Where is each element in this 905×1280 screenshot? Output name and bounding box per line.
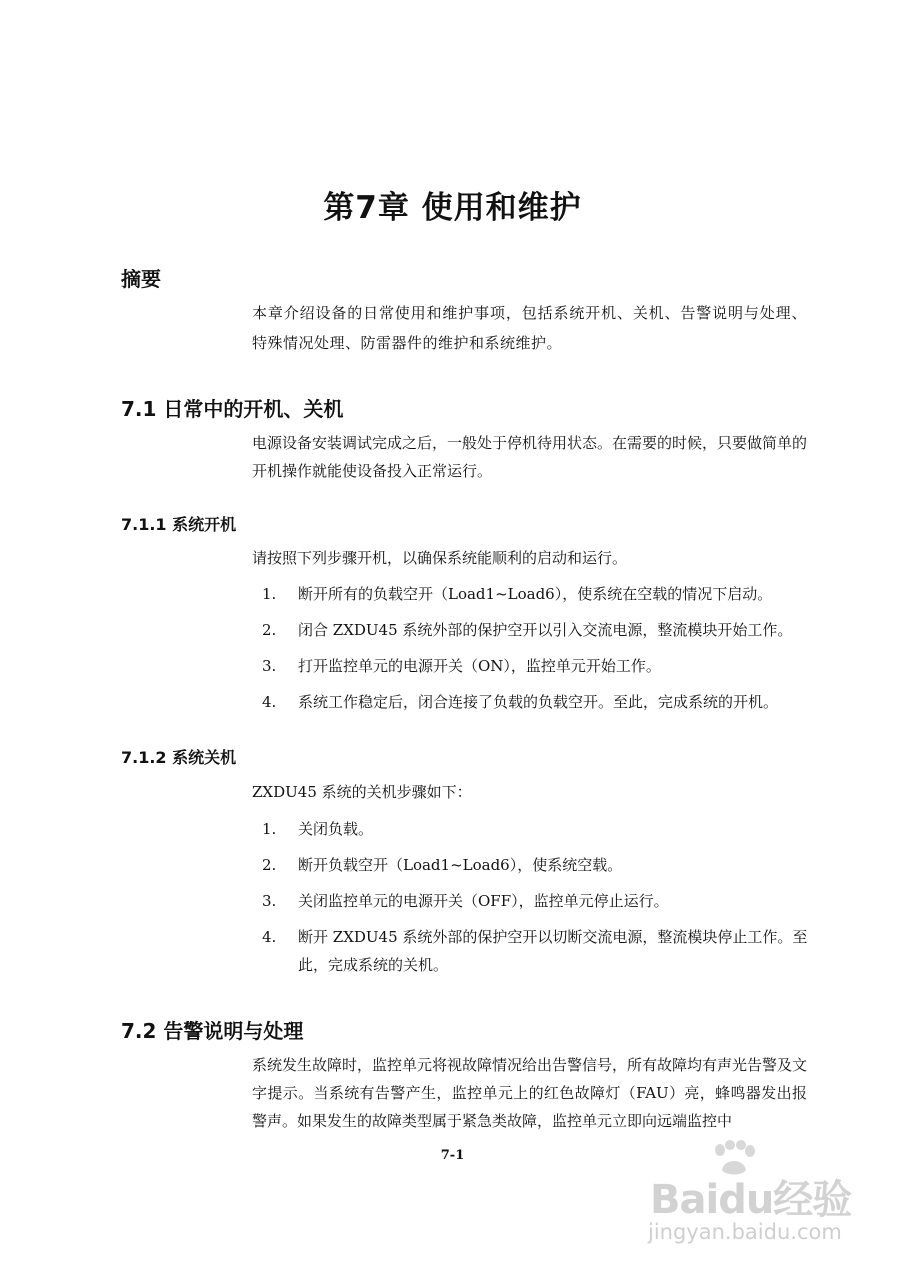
list-item [252,652,812,680]
step-number: 4. [262,928,277,946]
shutdown-steps-list [252,815,812,987]
step-text: 断开所有的负载空开（Load1~Load6），使系统在空载的情况下启动。 [298,585,773,603]
step-text: 断开 ZXDU45 系统外部的保护空开以切断交流电源，整流模块停止工作。至此，完成系统的关机。 [298,928,808,974]
step-number: 3. [262,657,277,675]
section-7-2-text: 系统发生故障时，监控单元将视故障情况给出告警信号，所有故障均有声光告警及文字提示。当系统有告警产生，监控单元上的红色故障灯（FAU）亮，蜂鸣器发出报警声。如果发生的故障类型属于紧急类故障，监控单元立即向远端监控中 [252,1056,808,1130]
section-7-1-1-intro: 请按照下列步骤开机，以确保系统能顺利的启动和运行。 [252,549,628,567]
list-item [252,688,812,716]
step-number: 1. [262,820,277,838]
list-item [252,616,812,644]
baidu-watermark [640,1140,880,1250]
step-number: 2. [262,621,277,639]
startup-steps-list [252,580,812,724]
section-7-1-heading: 7.1 日常中的开机、关机 [121,397,344,421]
step-text: 打开监控单元的电源开关（ON），监控单元开始工作。 [298,657,661,675]
section-7-1-2-intro: ZXDU45 系统的关机步骤如下： [252,783,472,801]
section-7-1-2-heading: 7.1.2 系统关机 [121,748,237,767]
step-text: 系统工作稳定后，闭合连接了负载的负载空开。至此，完成系统的开机。 [298,693,779,711]
step-number: 2. [262,856,277,874]
watermark-url: jingyan.baidu.com [648,1220,842,1244]
section-7-2-heading: 7.2 告警说明与处理 [121,1019,304,1043]
step-number: 3. [262,892,277,910]
section-7-1-text: 电源设备安装调试完成之后，一般处于停机待用状态。在需要的时候，只要做简单的开机操作就能使设备投入正常运行。 [252,434,808,480]
step-number: 4. [262,693,277,711]
step-text: 断开负载空开（Load1~Load6），使系统空载。 [298,856,623,874]
abstract-text: 本章介绍设备的日常使用和维护事项，包括系统开机、关机、告警说明与处理、特殊情况处理、防雷器件的维护和系统维护。 [252,304,807,352]
list-item [252,851,812,879]
list-item [252,580,812,608]
step-text: 关闭监控单元的电源开关（OFF），监控单元停止运行。 [298,892,669,910]
list-item [252,923,812,979]
abstract-heading: 摘要 [121,267,161,291]
step-text: 闭合 ZXDU45 系统外部的保护空开以引入交流电源，整流模块开始工作。 [298,621,793,639]
watermark-logo-text: Baidu经验 [650,1177,852,1223]
list-item [252,815,812,843]
list-item [252,887,812,915]
step-number: 1. [262,585,277,603]
step-text: 关闭负载。 [298,820,374,838]
chapter-title: 第7章 使用和维护 [323,190,582,226]
section-7-1-1-heading: 7.1.1 系统开机 [121,515,237,534]
page-number: 7-1 [440,1148,465,1163]
